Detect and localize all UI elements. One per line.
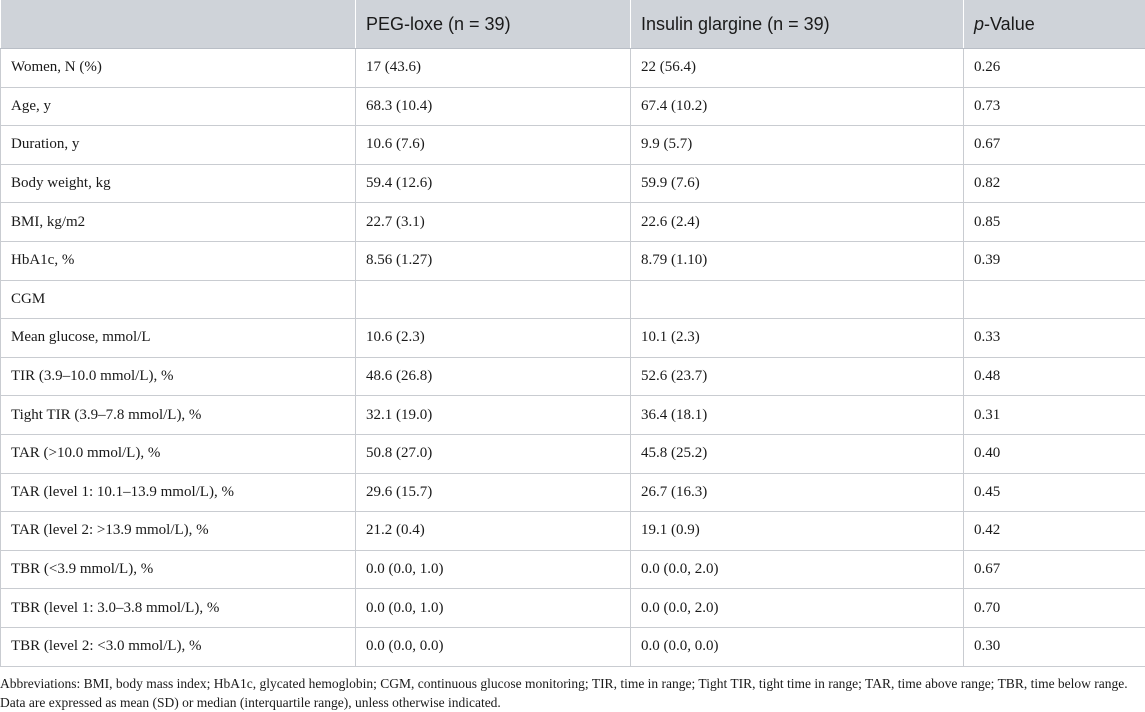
- row-label: Women, N (%): [1, 49, 356, 88]
- p-value: 0.73: [964, 87, 1145, 126]
- row-label: TAR (level 2: >13.9 mmol/L), %: [1, 512, 356, 551]
- insulin-glargine-value: 0.0 (0.0, 0.0): [631, 627, 964, 666]
- table-row: [1, 49, 1145, 88]
- row-label: TIR (3.9–10.0 mmol/L), %: [1, 357, 356, 396]
- table-row: [1, 164, 1145, 203]
- row-label: HbA1c, %: [1, 241, 356, 280]
- p-value: 0.31: [964, 396, 1145, 435]
- peg-loxe-value: 48.6 (26.8): [356, 357, 631, 396]
- insulin-glargine-value: 8.79 (1.10): [631, 241, 964, 280]
- peg-loxe-value: 68.3 (10.4): [356, 87, 631, 126]
- p-value: 0.42: [964, 512, 1145, 551]
- table-row: [1, 550, 1145, 589]
- p-value: 0.26: [964, 49, 1145, 88]
- insulin-glargine-value: 45.8 (25.2): [631, 434, 964, 473]
- p-value: 0.39: [964, 241, 1145, 280]
- header-insulin-glargine: Insulin glargine (n = 39): [631, 0, 964, 49]
- peg-loxe-value: 17 (43.6): [356, 49, 631, 88]
- p-value: 0.33: [964, 319, 1145, 358]
- table-row: [1, 280, 1145, 319]
- row-label: Body weight, kg: [1, 164, 356, 203]
- p-value: 0.67: [964, 126, 1145, 165]
- peg-loxe-value: 29.6 (15.7): [356, 473, 631, 512]
- peg-loxe-value: 59.4 (12.6): [356, 164, 631, 203]
- table-row: [1, 203, 1145, 242]
- peg-loxe-value: 22.7 (3.1): [356, 203, 631, 242]
- row-label: TBR (level 2: <3.0 mmol/L), %: [1, 627, 356, 666]
- row-label: TAR (>10.0 mmol/L), %: [1, 434, 356, 473]
- insulin-glargine-value: 19.1 (0.9): [631, 512, 964, 551]
- peg-loxe-value: 8.56 (1.27): [356, 241, 631, 280]
- p-value: 0.48: [964, 357, 1145, 396]
- insulin-glargine-value: 22.6 (2.4): [631, 203, 964, 242]
- peg-loxe-value: 10.6 (7.6): [356, 126, 631, 165]
- insulin-glargine-value: 22 (56.4): [631, 49, 964, 88]
- insulin-glargine-value: 26.7 (16.3): [631, 473, 964, 512]
- row-label: TBR (<3.9 mmol/L), %: [1, 550, 356, 589]
- row-label: Mean glucose, mmol/L: [1, 319, 356, 358]
- p-value: 0.40: [964, 434, 1145, 473]
- p-value: 0.85: [964, 203, 1145, 242]
- peg-loxe-value: 32.1 (19.0): [356, 396, 631, 435]
- table-row: [1, 512, 1145, 551]
- peg-loxe-value: 0.0 (0.0, 0.0): [356, 627, 631, 666]
- peg-loxe-value: [356, 280, 631, 319]
- table-row: [1, 396, 1145, 435]
- table-footnote: Abbreviations: BMI, body mass index; HbA1c, glycated hemoglobin; CGM, continuous glucose monitoring; TIR, time in range; Tight TIR, tight time in range; TAR, time above range; TBR, time below range. Data are expressed as mean (SD) or median (interquartile range), unless otherwise indicated.: [0, 667, 1140, 712]
- table-row: [1, 241, 1145, 280]
- row-label: TBR (level 1: 3.0–3.8 mmol/L), %: [1, 589, 356, 628]
- p-value: 0.82: [964, 164, 1145, 203]
- table-row: [1, 473, 1145, 512]
- row-label: Tight TIR (3.9–7.8 mmol/L), %: [1, 396, 356, 435]
- row-label: Age, y: [1, 87, 356, 126]
- p-value: [964, 280, 1145, 319]
- insulin-glargine-value: 59.9 (7.6): [631, 164, 964, 203]
- table-row: [1, 357, 1145, 396]
- row-label: BMI, kg/m2: [1, 203, 356, 242]
- header-p-rest: -Value: [984, 14, 1035, 34]
- p-value: 0.45: [964, 473, 1145, 512]
- insulin-glargine-value: [631, 280, 964, 319]
- header-p-value: [964, 0, 1145, 49]
- row-label: Duration, y: [1, 126, 356, 165]
- insulin-glargine-value: 67.4 (10.2): [631, 87, 964, 126]
- peg-loxe-value: 10.6 (2.3): [356, 319, 631, 358]
- table-row: [1, 589, 1145, 628]
- insulin-glargine-value: 9.9 (5.7): [631, 126, 964, 165]
- table-row: [1, 627, 1145, 666]
- header-peg-loxe: PEG-loxe (n = 39): [356, 0, 631, 49]
- table-body: [1, 49, 1145, 667]
- row-label: CGM: [1, 280, 356, 319]
- peg-loxe-value: 0.0 (0.0, 1.0): [356, 589, 631, 628]
- peg-loxe-value: 50.8 (27.0): [356, 434, 631, 473]
- p-value: 0.30: [964, 627, 1145, 666]
- table-row: [1, 434, 1145, 473]
- p-value: 0.67: [964, 550, 1145, 589]
- insulin-glargine-value: 52.6 (23.7): [631, 357, 964, 396]
- insulin-glargine-value: 0.0 (0.0, 2.0): [631, 550, 964, 589]
- table-row: [1, 126, 1145, 165]
- insulin-glargine-value: 10.1 (2.3): [631, 319, 964, 358]
- header-p-italic: p: [974, 14, 984, 34]
- header-variable: [1, 0, 356, 49]
- insulin-glargine-value: 36.4 (18.1): [631, 396, 964, 435]
- table-row: [1, 87, 1145, 126]
- p-value: 0.70: [964, 589, 1145, 628]
- peg-loxe-value: 21.2 (0.4): [356, 512, 631, 551]
- insulin-glargine-value: 0.0 (0.0, 2.0): [631, 589, 964, 628]
- row-label: TAR (level 1: 10.1–13.9 mmol/L), %: [1, 473, 356, 512]
- table-row: [1, 319, 1145, 358]
- table-header-row: [1, 0, 1145, 49]
- peg-loxe-value: 0.0 (0.0, 1.0): [356, 550, 631, 589]
